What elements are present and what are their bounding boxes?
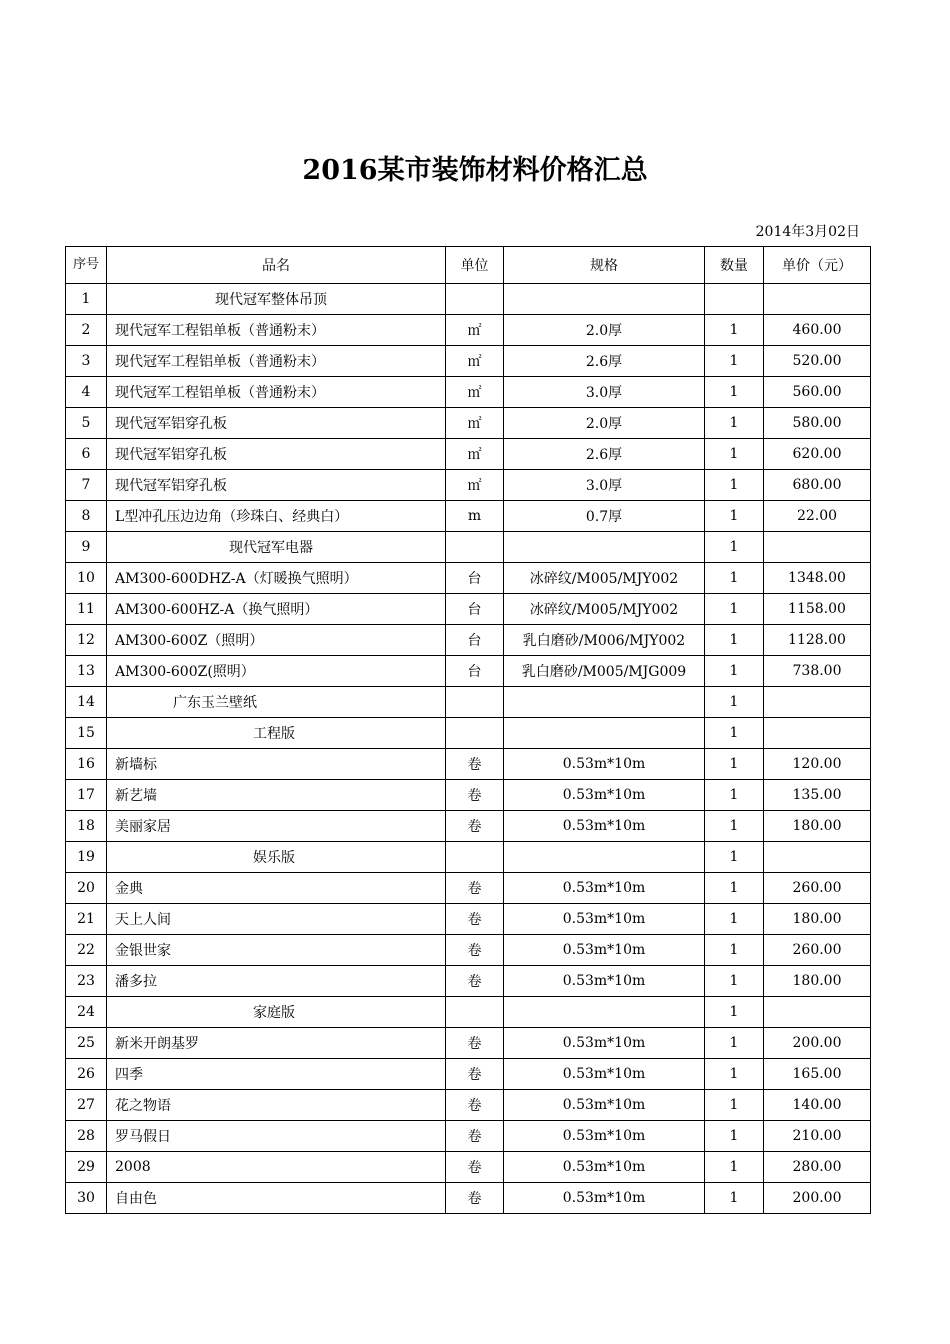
table-row — [66, 873, 871, 904]
page-title: 2016某市装饰材料价格汇总 — [302, 155, 648, 186]
cell-name: 金典 — [107, 873, 446, 904]
column-header-spec: 规格 — [504, 247, 705, 284]
cell-name: 新艺墙 — [107, 780, 446, 811]
cell-unit: 台 — [446, 563, 504, 594]
cell-price: 260.00 — [764, 935, 871, 966]
table-section-row — [66, 284, 871, 315]
cell-seq: 29 — [66, 1152, 107, 1183]
cell-name: 新墙标 — [107, 749, 446, 780]
cell-name: AM300-600HZ-A（换气照明） — [107, 594, 446, 625]
table-body — [66, 284, 871, 1214]
cell-seq: 17 — [66, 780, 107, 811]
cell-qty: 1 — [705, 1090, 764, 1121]
cell-seq: 2 — [66, 315, 107, 346]
cell-price: 180.00 — [764, 904, 871, 935]
cell-qty: 1 — [705, 780, 764, 811]
cell-qty: 1 — [705, 346, 764, 377]
cell-qty: 1 — [705, 563, 764, 594]
cell-price: 1128.00 — [764, 625, 871, 656]
cell-spec: 0.53m*10m — [504, 1183, 705, 1214]
cell-name: 广东玉兰壁纸 — [107, 687, 446, 718]
table-row — [66, 749, 871, 780]
cell-name: 现代冠军铝穿孔板 — [107, 408, 446, 439]
cell-unit: 台 — [446, 625, 504, 656]
cell-qty: 1 — [705, 749, 764, 780]
cell-seq: 5 — [66, 408, 107, 439]
cell-spec: 2.0厚 — [504, 315, 705, 346]
cell-name: 现代冠军铝穿孔板 — [107, 470, 446, 501]
cell-unit: ㎡ — [446, 377, 504, 408]
cell-seq: 25 — [66, 1028, 107, 1059]
cell-spec: 0.53m*10m — [504, 1059, 705, 1090]
cell-price: 210.00 — [764, 1121, 871, 1152]
cell-unit: 卷 — [446, 1183, 504, 1214]
cell-name: 现代冠军工程铝单板（普通粉末） — [107, 377, 446, 408]
cell-spec: 2.6厚 — [504, 346, 705, 377]
cell-qty: 1 — [705, 904, 764, 935]
cell-spec — [504, 284, 705, 315]
cell-unit: 卷 — [446, 904, 504, 935]
cell-price: 560.00 — [764, 377, 871, 408]
cell-price: 580.00 — [764, 408, 871, 439]
cell-spec: 2.6厚 — [504, 439, 705, 470]
cell-qty: 1 — [705, 842, 764, 873]
cell-qty: 1 — [705, 315, 764, 346]
cell-unit — [446, 532, 504, 563]
table-header-row — [66, 247, 871, 284]
cell-name: AM300-600DHZ-A（灯暖换气照明） — [107, 563, 446, 594]
cell-seq: 27 — [66, 1090, 107, 1121]
cell-seq: 3 — [66, 346, 107, 377]
cell-name: 花之物语 — [107, 1090, 446, 1121]
cell-price — [764, 284, 871, 315]
cell-qty: 1 — [705, 1028, 764, 1059]
cell-unit: 台 — [446, 594, 504, 625]
cell-seq: 24 — [66, 997, 107, 1028]
cell-unit: 卷 — [446, 780, 504, 811]
cell-qty: 1 — [705, 439, 764, 470]
cell-unit: 卷 — [446, 1121, 504, 1152]
cell-unit — [446, 718, 504, 749]
cell-seq: 18 — [66, 811, 107, 842]
cell-qty: 1 — [705, 1152, 764, 1183]
cell-qty: 1 — [705, 1183, 764, 1214]
cell-price: 1348.00 — [764, 563, 871, 594]
column-header-seq: 序号 — [66, 247, 107, 284]
column-header-name: 品名 — [107, 247, 446, 284]
cell-seq: 23 — [66, 966, 107, 997]
table-row — [66, 346, 871, 377]
cell-unit — [446, 842, 504, 873]
cell-unit: 卷 — [446, 1090, 504, 1121]
table-section-row — [66, 718, 871, 749]
cell-spec: 乳白磨砂/M006/MJY002 — [504, 625, 705, 656]
column-header-price: 单价（元） — [764, 247, 871, 284]
cell-spec: 0.53m*10m — [504, 873, 705, 904]
cell-price — [764, 687, 871, 718]
cell-seq: 22 — [66, 935, 107, 966]
cell-price — [764, 718, 871, 749]
cell-seq: 6 — [66, 439, 107, 470]
cell-qty: 1 — [705, 594, 764, 625]
cell-spec — [504, 532, 705, 563]
table-row — [66, 501, 871, 532]
table-row — [66, 1121, 871, 1152]
cell-spec: 0.53m*10m — [504, 749, 705, 780]
table-row — [66, 966, 871, 997]
cell-price — [764, 997, 871, 1028]
cell-unit: 卷 — [446, 1028, 504, 1059]
cell-seq: 30 — [66, 1183, 107, 1214]
cell-seq: 12 — [66, 625, 107, 656]
cell-seq: 14 — [66, 687, 107, 718]
cell-spec: 0.53m*10m — [504, 780, 705, 811]
cell-unit: ㎡ — [446, 470, 504, 501]
cell-price: 200.00 — [764, 1183, 871, 1214]
cell-unit — [446, 687, 504, 718]
cell-qty: 1 — [705, 935, 764, 966]
table-row — [66, 780, 871, 811]
cell-name: 家庭版 — [107, 997, 446, 1028]
cell-qty: 1 — [705, 656, 764, 687]
cell-seq: 9 — [66, 532, 107, 563]
table-row — [66, 315, 871, 346]
cell-spec: 乳白磨砂/M005/MJG009 — [504, 656, 705, 687]
cell-name: 娱乐版 — [107, 842, 446, 873]
cell-spec: 0.53m*10m — [504, 1121, 705, 1152]
cell-spec: 0.7厚 — [504, 501, 705, 532]
cell-name: 潘多拉 — [107, 966, 446, 997]
cell-seq: 4 — [66, 377, 107, 408]
cell-qty: 1 — [705, 1059, 764, 1090]
table-section-row — [66, 687, 871, 718]
cell-unit: 卷 — [446, 966, 504, 997]
cell-spec: 冰碎纹/M005/MJY002 — [504, 594, 705, 625]
cell-name: AM300-600Z(照明） — [107, 656, 446, 687]
cell-name: AM300-600Z（照明） — [107, 625, 446, 656]
cell-name: 现代冠军铝穿孔板 — [107, 439, 446, 470]
cell-seq: 28 — [66, 1121, 107, 1152]
cell-unit: 卷 — [446, 935, 504, 966]
cell-spec: 0.53m*10m — [504, 1028, 705, 1059]
cell-unit: 卷 — [446, 1152, 504, 1183]
cell-spec — [504, 718, 705, 749]
cell-unit: 卷 — [446, 1059, 504, 1090]
table-row — [66, 594, 871, 625]
cell-unit: 卷 — [446, 873, 504, 904]
cell-name: 天上人间 — [107, 904, 446, 935]
cell-qty: 1 — [705, 1121, 764, 1152]
cell-price — [764, 532, 871, 563]
cell-qty: 1 — [705, 532, 764, 563]
column-header-unit: 单位 — [446, 247, 504, 284]
cell-qty: 1 — [705, 408, 764, 439]
cell-name: 现代冠军工程铝单板（普通粉末） — [107, 346, 446, 377]
cell-seq: 26 — [66, 1059, 107, 1090]
cell-name: 2008 — [107, 1152, 446, 1183]
cell-spec — [504, 842, 705, 873]
table-row — [66, 1183, 871, 1214]
cell-price: 180.00 — [764, 811, 871, 842]
cell-unit: ㎡ — [446, 439, 504, 470]
table-section-row — [66, 532, 871, 563]
cell-name: 现代冠军工程铝单板（普通粉末） — [107, 315, 446, 346]
cell-name: 四季 — [107, 1059, 446, 1090]
table-row — [66, 1059, 871, 1090]
cell-name: L型冲孔压边边角（珍珠白、经典白） — [107, 501, 446, 532]
cell-seq: 21 — [66, 904, 107, 935]
column-header-qty: 数量 — [705, 247, 764, 284]
cell-price: 738.00 — [764, 656, 871, 687]
cell-spec: 0.53m*10m — [504, 1090, 705, 1121]
cell-qty: 1 — [705, 377, 764, 408]
cell-price: 180.00 — [764, 966, 871, 997]
table-row — [66, 625, 871, 656]
cell-name: 自由色 — [107, 1183, 446, 1214]
cell-name: 新米开朗基罗 — [107, 1028, 446, 1059]
cell-qty: 1 — [705, 873, 764, 904]
cell-unit: 卷 — [446, 811, 504, 842]
cell-price: 520.00 — [764, 346, 871, 377]
table-row — [66, 377, 871, 408]
cell-price: 140.00 — [764, 1090, 871, 1121]
table-section-row — [66, 842, 871, 873]
cell-price — [764, 842, 871, 873]
cell-qty — [705, 284, 764, 315]
cell-name: 工程版 — [107, 718, 446, 749]
document-date: 2014年3月02日 — [755, 224, 860, 240]
table-row — [66, 1028, 871, 1059]
table-row — [66, 935, 871, 966]
cell-qty: 1 — [705, 470, 764, 501]
table-row — [66, 1152, 871, 1183]
table-row — [66, 408, 871, 439]
cell-spec: 0.53m*10m — [504, 935, 705, 966]
price-table — [65, 246, 871, 1214]
cell-qty: 1 — [705, 811, 764, 842]
cell-unit: ㎡ — [446, 346, 504, 377]
cell-seq: 20 — [66, 873, 107, 904]
cell-price: 280.00 — [764, 1152, 871, 1183]
cell-unit: 卷 — [446, 749, 504, 780]
table-row — [66, 439, 871, 470]
table-row — [66, 811, 871, 842]
cell-unit: m — [446, 501, 504, 532]
cell-qty: 1 — [705, 625, 764, 656]
cell-seq: 19 — [66, 842, 107, 873]
cell-name: 美丽家居 — [107, 811, 446, 842]
cell-spec: 0.53m*10m — [504, 904, 705, 935]
cell-price: 200.00 — [764, 1028, 871, 1059]
cell-seq: 15 — [66, 718, 107, 749]
cell-name: 现代冠军电器 — [107, 532, 446, 563]
cell-spec: 0.53m*10m — [504, 1152, 705, 1183]
cell-qty: 1 — [705, 966, 764, 997]
cell-seq: 11 — [66, 594, 107, 625]
cell-price: 1158.00 — [764, 594, 871, 625]
cell-unit: ㎡ — [446, 315, 504, 346]
cell-unit: 台 — [446, 656, 504, 687]
cell-unit — [446, 997, 504, 1028]
cell-qty: 1 — [705, 501, 764, 532]
cell-price: 260.00 — [764, 873, 871, 904]
table-row — [66, 656, 871, 687]
cell-seq: 13 — [66, 656, 107, 687]
cell-spec: 0.53m*10m — [504, 966, 705, 997]
cell-qty: 1 — [705, 718, 764, 749]
table-row — [66, 563, 871, 594]
table-row — [66, 904, 871, 935]
cell-price: 680.00 — [764, 470, 871, 501]
cell-price: 120.00 — [764, 749, 871, 780]
cell-seq: 16 — [66, 749, 107, 780]
cell-name: 金银世家 — [107, 935, 446, 966]
cell-spec: 3.0厚 — [504, 470, 705, 501]
cell-name: 罗马假日 — [107, 1121, 446, 1152]
cell-spec — [504, 687, 705, 718]
cell-price: 460.00 — [764, 315, 871, 346]
cell-spec: 0.53m*10m — [504, 811, 705, 842]
cell-name: 现代冠军整体吊顶 — [107, 284, 446, 315]
cell-seq: 1 — [66, 284, 107, 315]
cell-seq: 7 — [66, 470, 107, 501]
cell-price: 620.00 — [764, 439, 871, 470]
cell-spec — [504, 997, 705, 1028]
table-row — [66, 1090, 871, 1121]
cell-spec: 2.0厚 — [504, 408, 705, 439]
cell-unit — [446, 284, 504, 315]
cell-seq: 8 — [66, 501, 107, 532]
cell-spec: 冰碎纹/M005/MJY002 — [504, 563, 705, 594]
cell-price: 165.00 — [764, 1059, 871, 1090]
cell-qty: 1 — [705, 687, 764, 718]
cell-spec: 3.0厚 — [504, 377, 705, 408]
cell-seq: 10 — [66, 563, 107, 594]
table-section-row — [66, 997, 871, 1028]
cell-unit: ㎡ — [446, 408, 504, 439]
cell-price: 22.00 — [764, 501, 871, 532]
table-row — [66, 470, 871, 501]
cell-qty: 1 — [705, 997, 764, 1028]
cell-price: 135.00 — [764, 780, 871, 811]
